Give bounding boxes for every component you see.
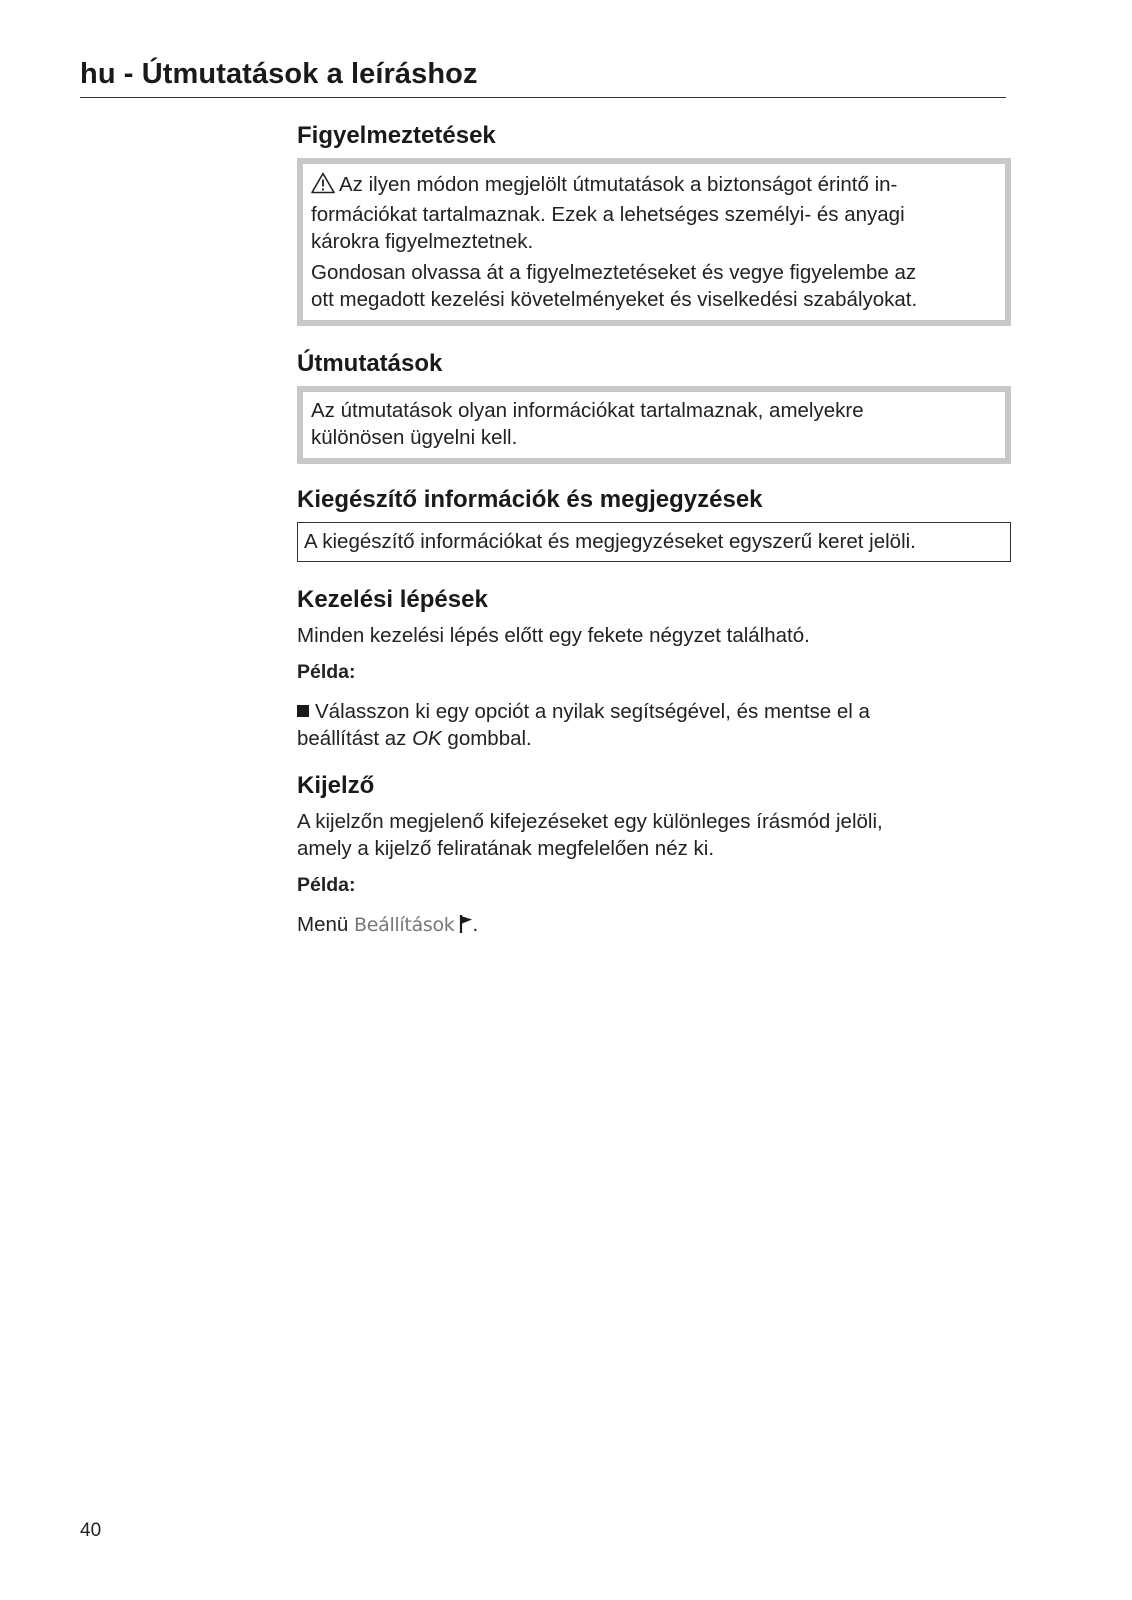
warning-text bbox=[311, 171, 997, 255]
warning-line-2: formációkat tartalmaznak. Ezek a lehetséges személyi- és anyagi bbox=[311, 203, 905, 226]
step-square-icon bbox=[297, 705, 309, 717]
display-line-2: amely a kijelző feliratának megfelelően néz ki. bbox=[297, 837, 715, 860]
additional-heading: Kiegészítő információk és megjegyzések bbox=[297, 486, 763, 513]
instructions-section bbox=[297, 350, 1011, 464]
display-example-label: Példa: bbox=[297, 874, 356, 896]
display-text bbox=[297, 808, 1011, 862]
page-header bbox=[80, 58, 1006, 98]
display-example-pre: Menü bbox=[297, 913, 354, 936]
display-example-post: . bbox=[472, 913, 479, 936]
instructions-heading: Útmutatások bbox=[297, 350, 443, 377]
display-heading: Kijelző bbox=[297, 772, 375, 799]
instruction-text bbox=[311, 397, 997, 451]
warning-line-5: ott megadott kezelési követelményeket és viselkedési szabályokat. bbox=[311, 288, 918, 311]
steps-example-line-1: Válasszon ki egy opciót a nyilak segítségével, és mentse el a bbox=[315, 700, 870, 723]
instruction-box bbox=[297, 386, 1011, 464]
warning-line-1: Az ilyen módon megjelölt útmutatások a biztonságot érintő in- bbox=[339, 173, 898, 196]
display-example bbox=[297, 911, 1011, 941]
steps-example-line-2-pre: beállítást az bbox=[297, 727, 413, 750]
additional-text: A kiegészítő információkat és megjegyzéseket egyszerű keret jelöli. bbox=[304, 530, 916, 553]
warning-box bbox=[297, 158, 1011, 326]
main-content bbox=[297, 122, 1011, 961]
warnings-section bbox=[297, 122, 1011, 326]
steps-example bbox=[297, 698, 1011, 752]
additional-info-box bbox=[297, 522, 1011, 562]
instruction-line-2: különösen ügyelni kell. bbox=[311, 426, 518, 449]
flag-icon bbox=[459, 914, 473, 941]
page-title: hu - Útmutatások a leíráshoz bbox=[80, 58, 478, 90]
steps-example-line-2-post: gombbal. bbox=[441, 727, 532, 750]
warning-text-2 bbox=[311, 259, 997, 313]
display-line-1: A kijelzőn megjelenő kifejezéseket egy különleges írásmód jelöli, bbox=[297, 810, 883, 833]
warnings-heading: Figyelmeztetések bbox=[297, 122, 496, 149]
warning-line-3: károkra figyelmeztetnek. bbox=[311, 230, 534, 253]
additional-section bbox=[297, 486, 1011, 562]
page-number: 40 bbox=[80, 1520, 102, 1541]
steps-section bbox=[297, 586, 1011, 752]
steps-text: Minden kezelési lépés előtt egy fekete négyzet található. bbox=[297, 624, 810, 647]
steps-example-label: Példa: bbox=[297, 661, 356, 683]
instruction-line-1: Az útmutatások olyan információkat tartalmaznak, amelyekre bbox=[311, 399, 864, 422]
warning-triangle-icon bbox=[311, 172, 335, 201]
steps-heading: Kezelési lépések bbox=[297, 586, 488, 613]
ok-button-label: OK bbox=[412, 727, 442, 750]
display-example-term: Beállítások bbox=[353, 914, 455, 936]
warning-line-4: Gondosan olvassa át a figyelmeztetéseket és vegye figyelembe az bbox=[311, 261, 917, 284]
display-section bbox=[297, 772, 1011, 941]
